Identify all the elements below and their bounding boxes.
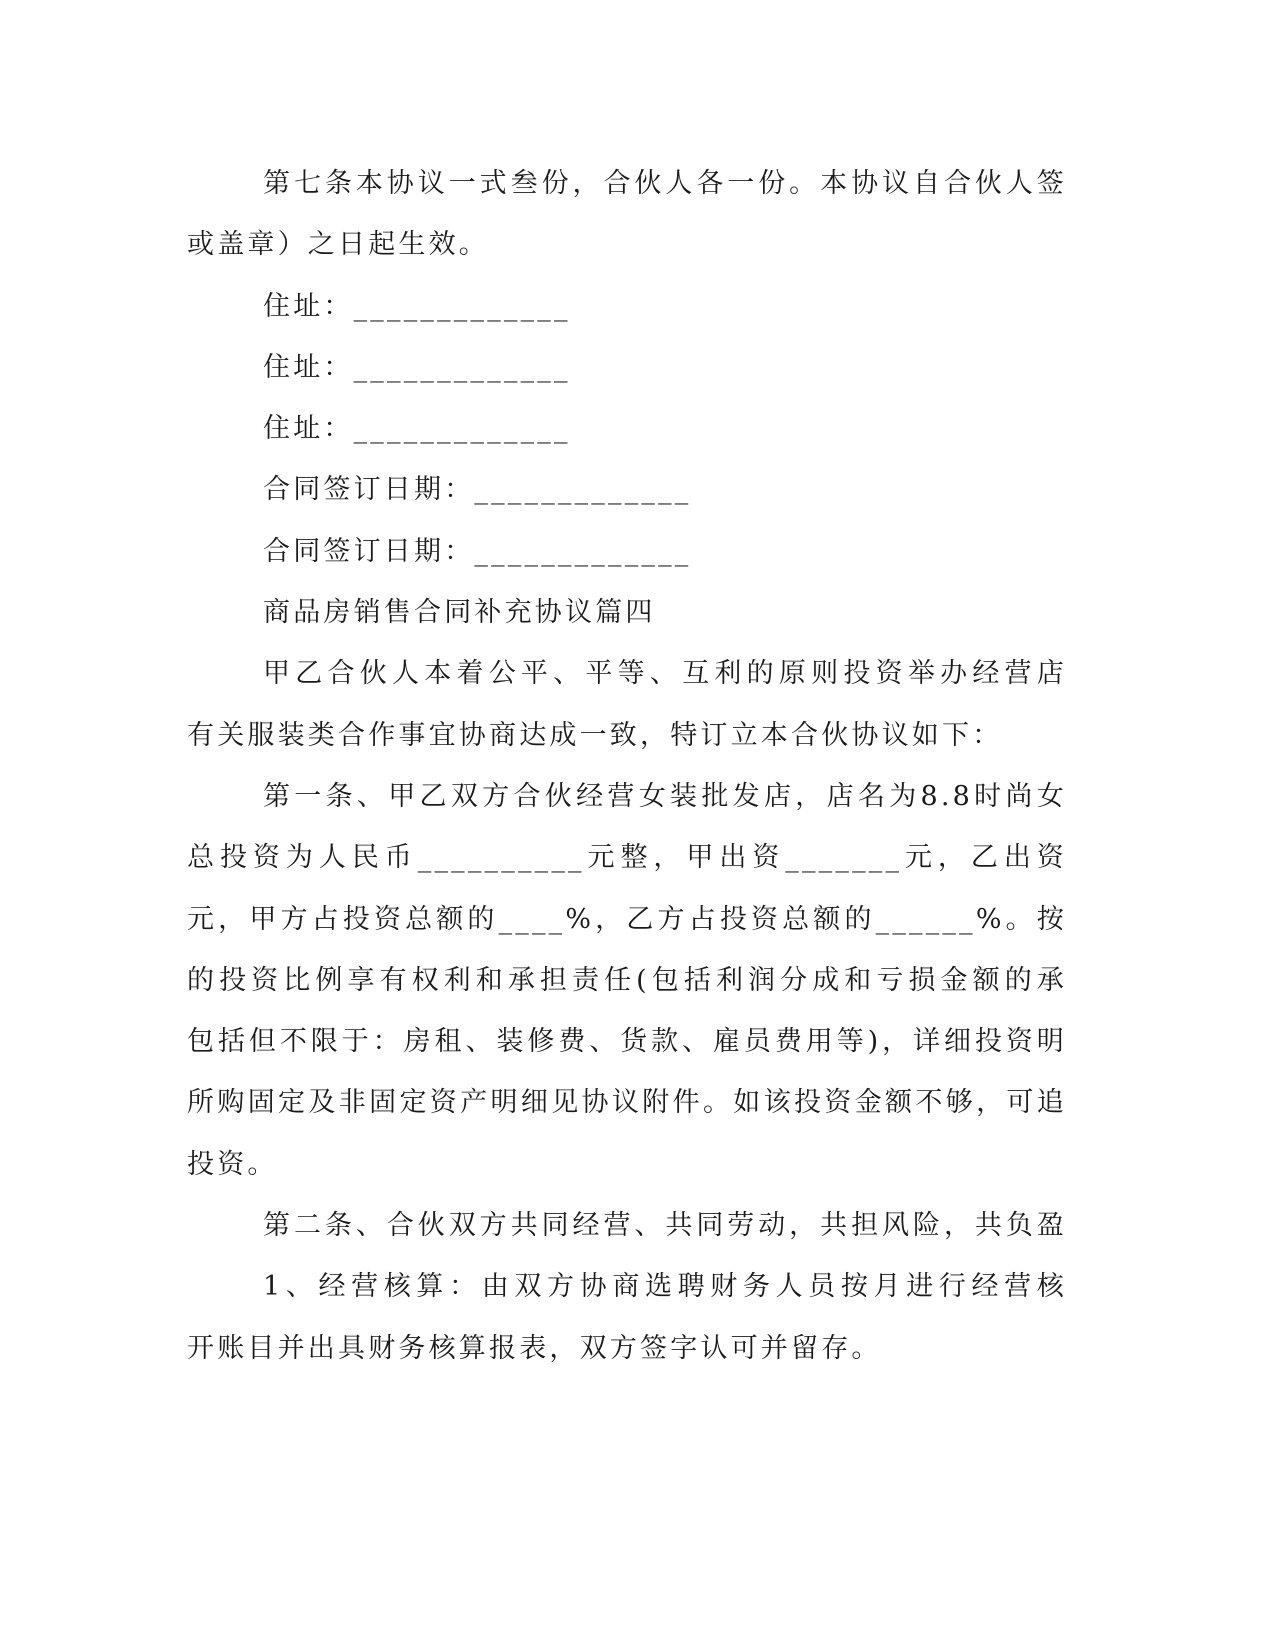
document-line: 住址：_____________ bbox=[263, 413, 571, 445]
document-line: 住址：_____________ bbox=[263, 351, 571, 383]
document-line: 合同签订日期：_____________ bbox=[263, 535, 692, 567]
document-line: 1、经营核算：由双方协商选聘财务人员按月进行经营核 bbox=[263, 1271, 1067, 1303]
document-line: 所购固定及非固定资产明细见协议附件。如该投资金额不够，可追 bbox=[187, 1087, 1067, 1119]
document-line: 的投资比例享有权利和承担责任(包括利润分成和亏损金额的承 bbox=[187, 964, 1067, 996]
document-line: 住址：_____________ bbox=[263, 290, 571, 322]
document-body bbox=[187, 153, 1067, 1379]
document-line: 投资。 bbox=[187, 1148, 278, 1180]
document-line: 甲乙合伙人本着公平、平等、互利的原则投资举办经营店 bbox=[263, 658, 1067, 690]
document-line: 商品房销售合同补充协议篇四 bbox=[263, 597, 656, 629]
document-line: 合同签订日期：_____________ bbox=[263, 474, 692, 506]
document-line: 总投资为人民币__________元整，甲出资_______元，乙出资 bbox=[187, 842, 1067, 874]
document-line: 元，甲方占投资总额的____%，乙方占投资总额的______%。按 bbox=[187, 903, 1067, 935]
document-line: 包括但不限于：房租、装修费、货款、雇员费用等)，详细投资明 bbox=[187, 1026, 1067, 1058]
document-line: 第二条、合伙双方共同经营、共同劳动，共担风险，共负盈 bbox=[263, 1210, 1067, 1242]
document-line: 开账目并出具财务核算报表，双方签字认可并留存。 bbox=[187, 1332, 882, 1364]
document-line: 或盖章）之日起生效。 bbox=[187, 229, 489, 261]
document-line: 第一条、甲乙双方合伙经营女装批发店，店名为8.8时尚女 bbox=[263, 780, 1067, 812]
document-line: 有关服装类合作事宜协商达成一致，特订立本合伙协议如下： bbox=[187, 719, 1003, 751]
document-line: 第七条本协议一式叁份，合伙人各一份。本协议自合伙人签 bbox=[263, 168, 1067, 199]
